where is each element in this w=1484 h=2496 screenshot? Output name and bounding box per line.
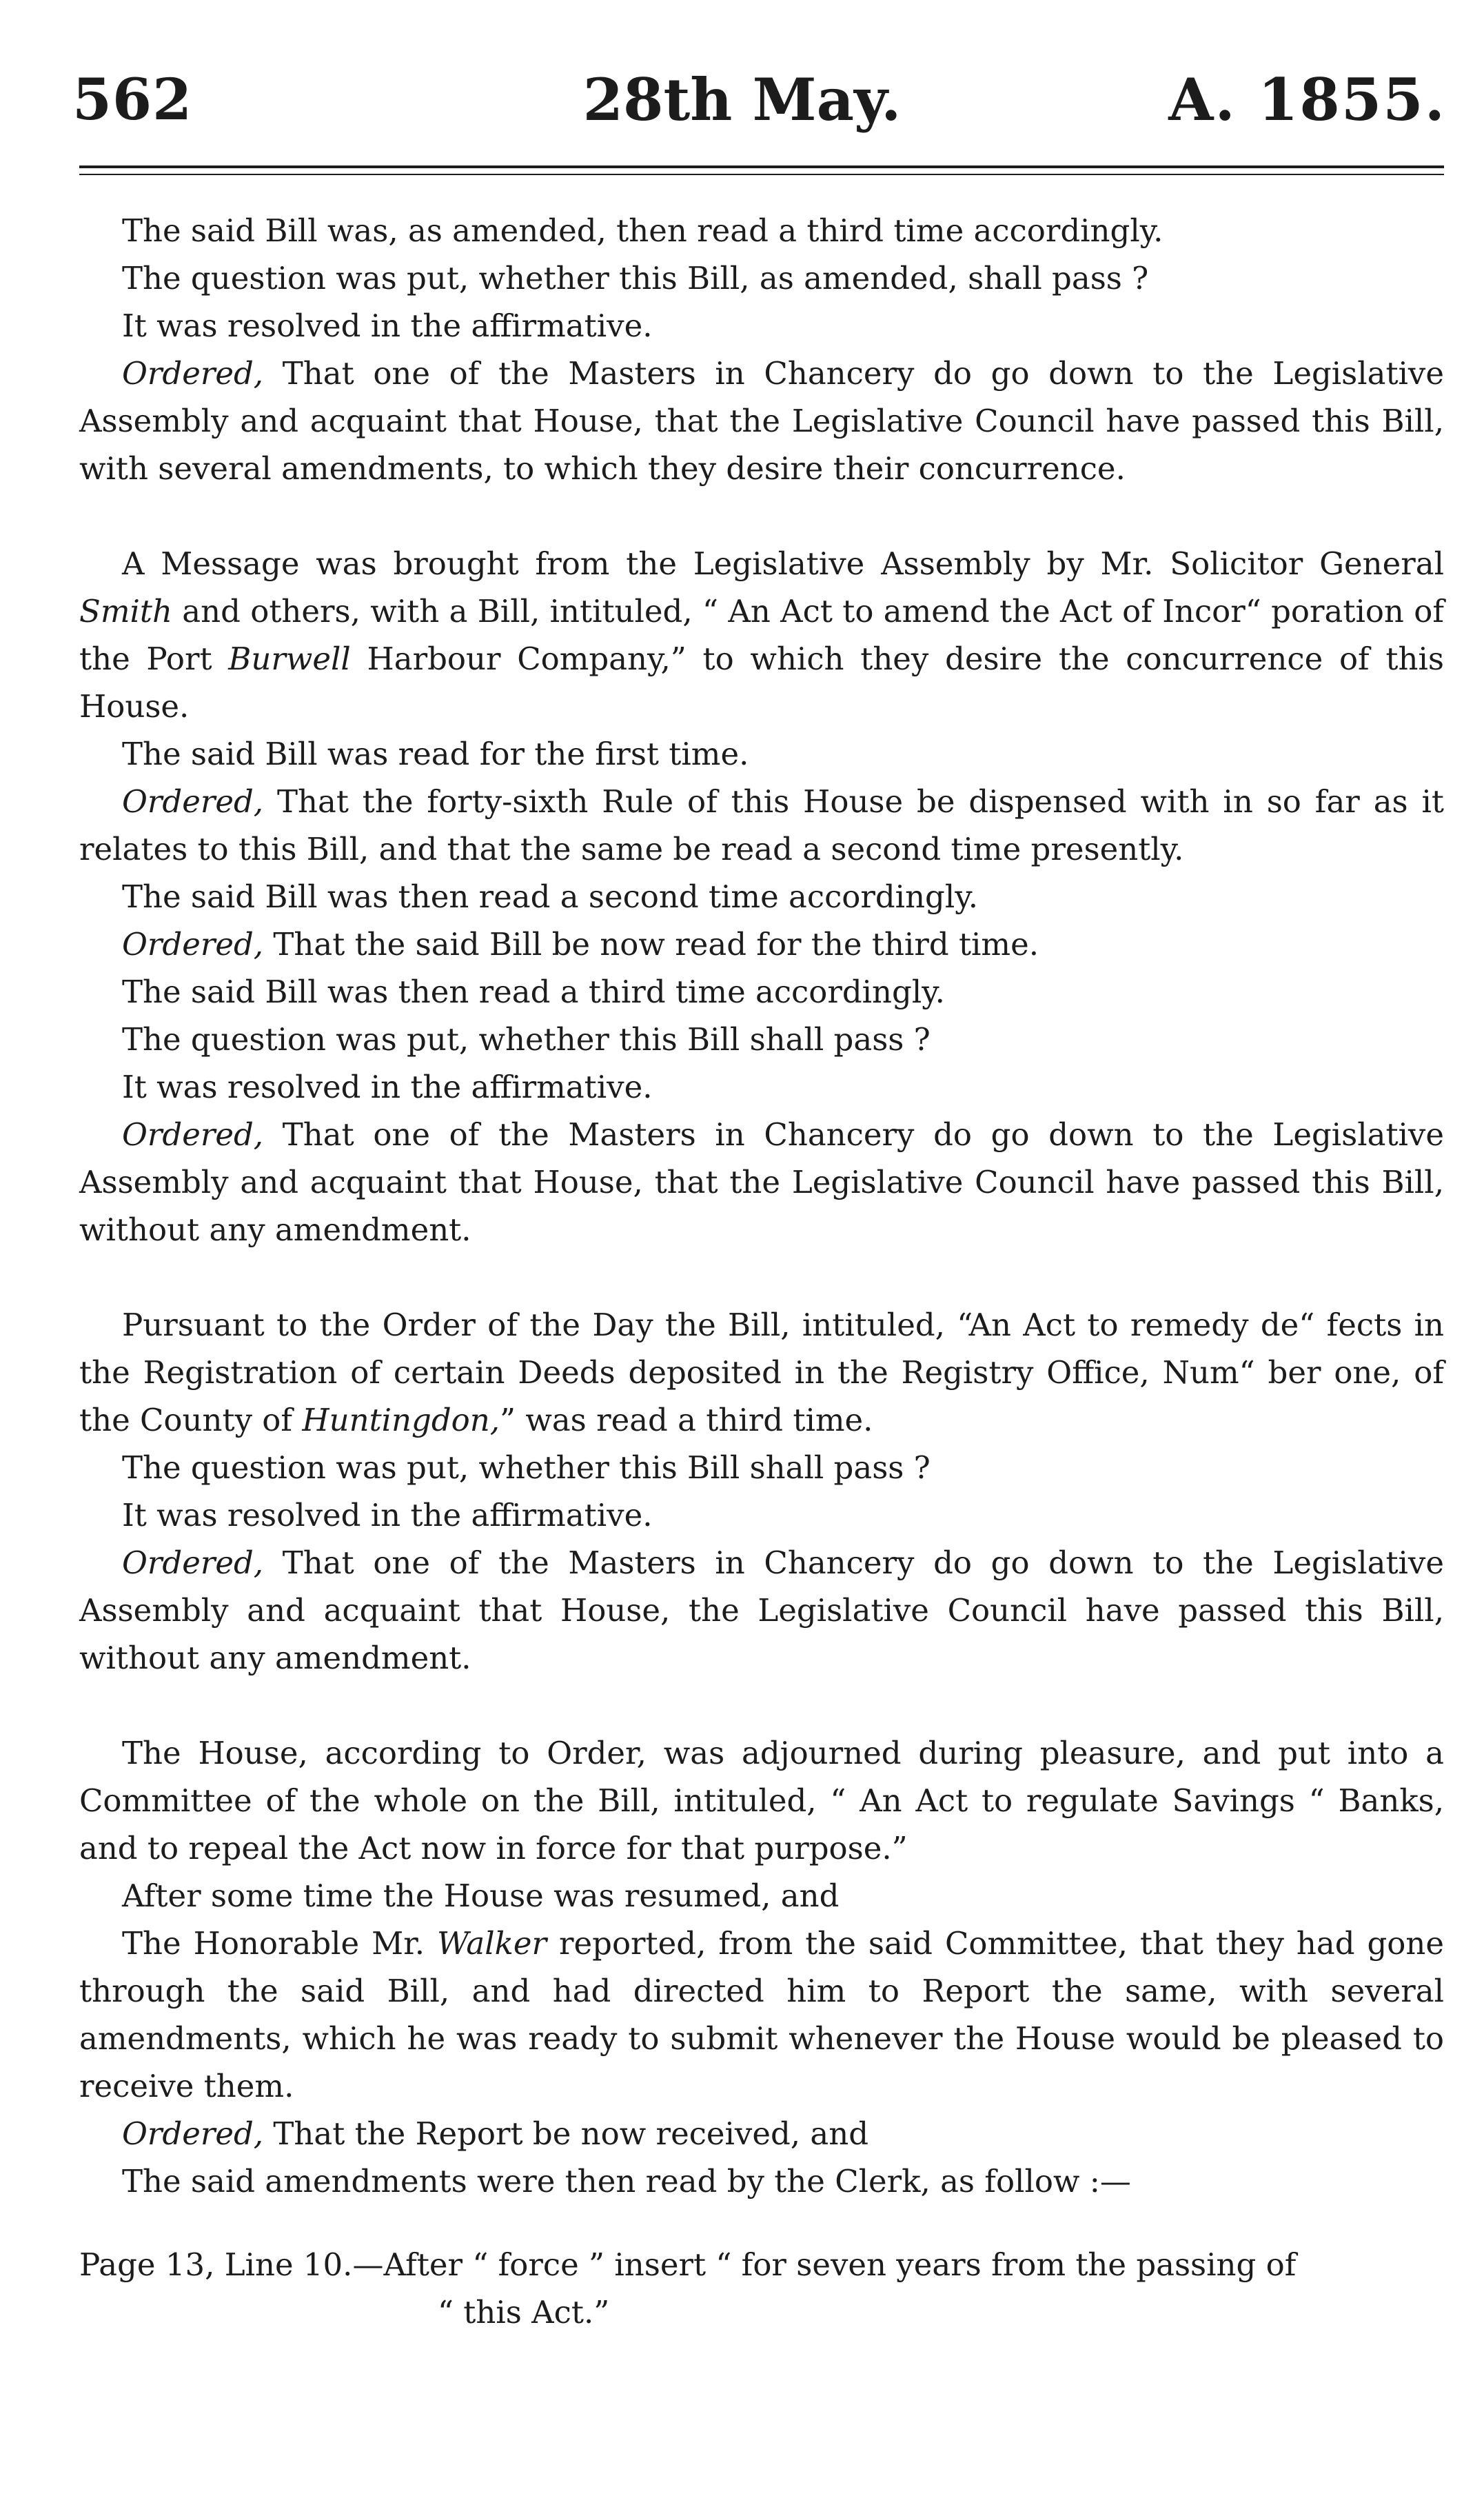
paragraph-text: reported, from the said Committee, that they had gone through the said Bill, and had directed him to Report the same, with several amendments, which he was ready to submit whenever the House would be pleased to receive them. xyxy=(79,1925,1445,2104)
paragraph: The question was put, whether this Bill, as amended, shall pass ? xyxy=(122,260,1149,296)
paragraph: The said amendments were then read by the Clerk, as follow :— xyxy=(122,2163,1131,2200)
ordered-paragraph xyxy=(79,1111,1444,1254)
ordered-text: That one of the Masters in Chancery do go down to the Legislative Assembly and acquaint that House, that the Legislative Council have passed this Bill, with several amendments, to which they desire their concurrence. xyxy=(79,355,1444,487)
running-header xyxy=(0,62,1484,138)
ordered-paragraph xyxy=(79,1539,1444,1682)
header-date: 28th May. xyxy=(582,66,902,134)
paragraph: The question was put, whether this Bill shall pass ? xyxy=(122,1449,931,1486)
paragraph: It was resolved in the affirmative. xyxy=(122,1069,653,1105)
paragraph-text: and others, with a Bill, intituled, “ An Act to amend the Act of Incor“ poration of the Port xyxy=(79,593,1444,677)
ordered-paragraph xyxy=(79,778,1444,873)
ordered-label: Ordered, xyxy=(122,355,264,392)
italic-name: Smith xyxy=(79,593,172,630)
paragraph: After some time the House was resumed, and xyxy=(122,1878,840,1914)
ordered-paragraph xyxy=(79,920,1444,968)
header-rule-thin xyxy=(79,174,1444,175)
ordered-label: Ordered, xyxy=(122,1544,264,1581)
message-paragraph xyxy=(79,540,1444,730)
ordered-paragraph xyxy=(79,2110,1444,2157)
italic-name: Huntingdon, xyxy=(302,1402,500,1438)
ordered-label: Ordered, xyxy=(122,783,264,820)
paragraph-text: Pursuant to the Order of the Day the Bill, intituled, “An Act to remedy de“ fects in the Registration of certain Deeds deposited in the Registry Office, Num“ ber one, of the County of xyxy=(79,1307,1444,1438)
ordered-paragraph xyxy=(79,350,1444,492)
ordered-text: That the Report be now received, and xyxy=(263,2115,869,2152)
amendment-line: Page 13, Line 10.—After “ force ” insert “ for seven years from the passing of xyxy=(79,2246,1297,2283)
italic-name: Burwell xyxy=(228,641,351,677)
header-year: A. 1855. xyxy=(1168,66,1446,134)
report-paragraph xyxy=(79,1920,1444,2110)
amendment-entry xyxy=(79,2241,1444,2336)
paragraph: The said Bill was then read a second time accordingly. xyxy=(122,878,979,915)
paragraph: The House, according to Order, was adjourned during pleasure, and put into a Committee of the whole on the Bill, intituled, “ An Act to regulate Savings “ Banks, and to repeal the Act now in force for that purpose.” xyxy=(79,1735,1444,1866)
paragraph-text: A Message was brought from the Legislative Assembly by Mr. Solicitor General xyxy=(122,545,1444,582)
paragraph-text: Harbour Company,” to which they desire the concurrence of this House. xyxy=(79,641,1444,725)
paragraph: It was resolved in the affirmative. xyxy=(122,308,653,344)
ordered-label: Ordered, xyxy=(122,2115,264,2152)
journal-body xyxy=(79,207,1444,2336)
page-number: 562 xyxy=(72,67,193,133)
paragraph-text: The Honorable Mr. xyxy=(122,1925,438,1962)
order-of-day-paragraph xyxy=(79,1301,1444,1444)
paragraph: The said Bill was then read a third time accordingly. xyxy=(122,974,945,1010)
ordered-text: That the said Bill be now read for the third time. xyxy=(263,926,1039,963)
paragraph: The said Bill was read for the first time. xyxy=(122,736,749,772)
ordered-text: That the forty-sixth Rule of this House be dispensed with in so far as it relates to this Bill, and that the same be read a second time presently. xyxy=(79,783,1444,867)
ordered-label: Ordered, xyxy=(122,1116,264,1153)
header-rule-thick xyxy=(79,165,1444,168)
paragraph: The question was put, whether this Bill shall pass ? xyxy=(122,1021,931,1058)
amendment-line-continued: “ this Act.” xyxy=(438,2294,610,2331)
ordered-label: Ordered, xyxy=(122,926,264,963)
paragraph: The said Bill was, as amended, then read a third time accordingly. xyxy=(122,212,1163,249)
ordered-text: That one of the Masters in Chancery do go down to the Legislative Assembly and acquaint that House, that the Legislative Council have passed this Bill, without any amendment. xyxy=(79,1116,1444,1248)
paragraph-text: ” was read a third time. xyxy=(500,1402,873,1438)
italic-name: Walker xyxy=(437,1925,547,1962)
ordered-text: That one of the Masters in Chancery do go down to the Legislative Assembly and acquaint that House, the Legislative Council have passed this Bill, without any amendment. xyxy=(79,1544,1444,1676)
paragraph: It was resolved in the affirmative. xyxy=(122,1497,653,1533)
